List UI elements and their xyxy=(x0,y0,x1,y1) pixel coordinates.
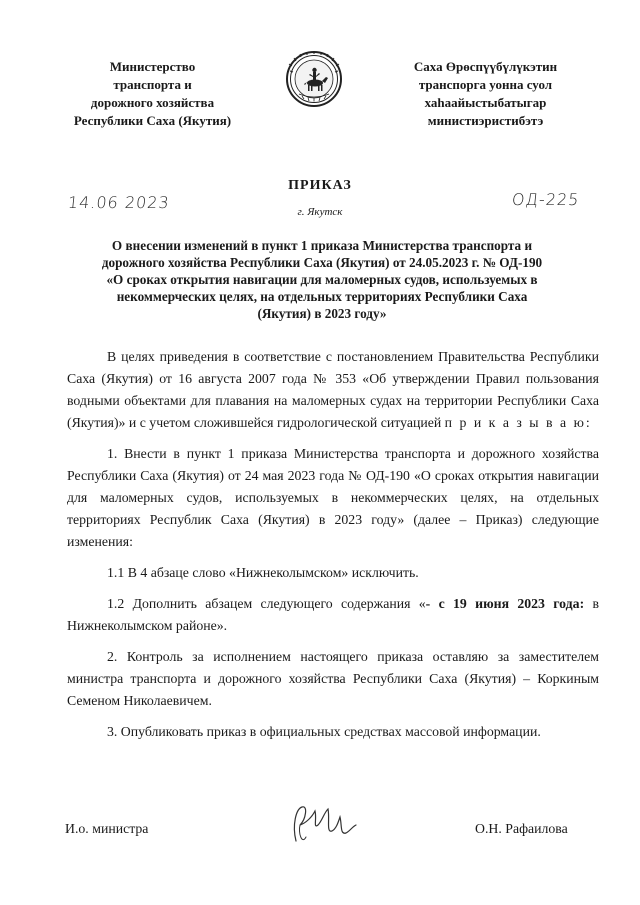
signatory-name: О.Н. Рафаилова xyxy=(475,821,568,836)
item-1-2-start: 1.2 Дополнить абзацем следующего содержания « xyxy=(107,596,426,611)
paragraph-item-3: 3. Опубликовать приказ в официальных средствах массовой информации. xyxy=(107,724,541,739)
handwritten-date: 14.06 2023 xyxy=(67,193,171,212)
document-body xyxy=(67,346,599,752)
title-line: (Якутия) в 2023 году» xyxy=(257,306,387,321)
title-line: О внесении изменений в пункт 1 приказа Министерства транспорта и xyxy=(111,238,533,253)
header-left-line: транспорта и xyxy=(113,77,192,92)
title-line: «О сроках открытия навигации для маломерных судов, используемых в xyxy=(106,272,538,287)
document-type: ПРИКАЗ xyxy=(288,178,352,193)
item-1-2-end: в Нижнеколымском районе». xyxy=(67,596,600,633)
item-1-2-bold: - с 19 июня 2023 года: xyxy=(425,596,585,611)
header-ministry-russian xyxy=(55,58,250,130)
title-line: дорожного хозяйства Республики Саха (Якутия) от 24.05.2023 г. № ОД-190 xyxy=(101,255,543,270)
header-left-line: дорожного хозяйства xyxy=(90,95,215,110)
order-word: п р и к а з ы в а ю: xyxy=(444,415,592,430)
paragraph-item-1: 1. Внести в пункт 1 приказа Министерства транспорта и дорожного хозяйства Республики Саха (Якутия) от 24 мая 2023 года № ОД-190 «О сроках открытия навигации для маломерных судов, используемых в некоммерческих целях, на отдельных территориях Республик Саха (Якутия) в 2023 году» (далее – Приказ) следующие изменения: xyxy=(67,446,599,549)
header-left-line: Министерство xyxy=(109,59,196,74)
title-line: некоммерческих целях, на отдельных территориях Республики Саха xyxy=(116,289,528,304)
document-title xyxy=(72,237,572,322)
handwritten-order-number: ОД-225 xyxy=(511,190,581,209)
header-left-line: Республики Саха (Якутия) xyxy=(73,113,232,128)
paragraph-item-1-1: 1.1 В 4 абзаце слово «Нижнеколымском» исключить. xyxy=(107,565,419,580)
sakha-republic-coat-of-arms-icon xyxy=(285,50,343,108)
header-right-line: министиэристибэтэ xyxy=(427,113,544,128)
city: г. Якутск xyxy=(297,206,343,218)
header-ministry-sakha xyxy=(378,58,593,130)
header-right-line: Саха Өрөспүүбүлүкэтин xyxy=(413,59,558,74)
header-right-line: транспорга уонна суол xyxy=(418,77,553,92)
preamble-text: В целях приведения в соответствие с постановлением Правительства Республики Саха (Якутия) от 16 августа 2007 года № 353 «Об утверждении Правил пользования водными объектами для плавания на маломерных судах на территории Республики Саха (Якутия)» и с учетом сложившейся гидрологической ситуацией xyxy=(67,349,599,430)
handwritten-signature-icon xyxy=(282,795,362,850)
paragraph-preamble xyxy=(67,346,599,434)
paragraph-item-1-2 xyxy=(67,593,599,637)
paragraph-item-2: 2. Контроль за исполнением настоящего приказа оставляю за заместителем министра транспорта и дорожного хозяйства Республики Саха (Якутия) – Коркиным Семеном Николаевичем. xyxy=(67,649,599,708)
header-right-line: хаһаайыстыбатыгар xyxy=(424,95,547,110)
signatory-title: И.о. министра xyxy=(65,821,149,836)
